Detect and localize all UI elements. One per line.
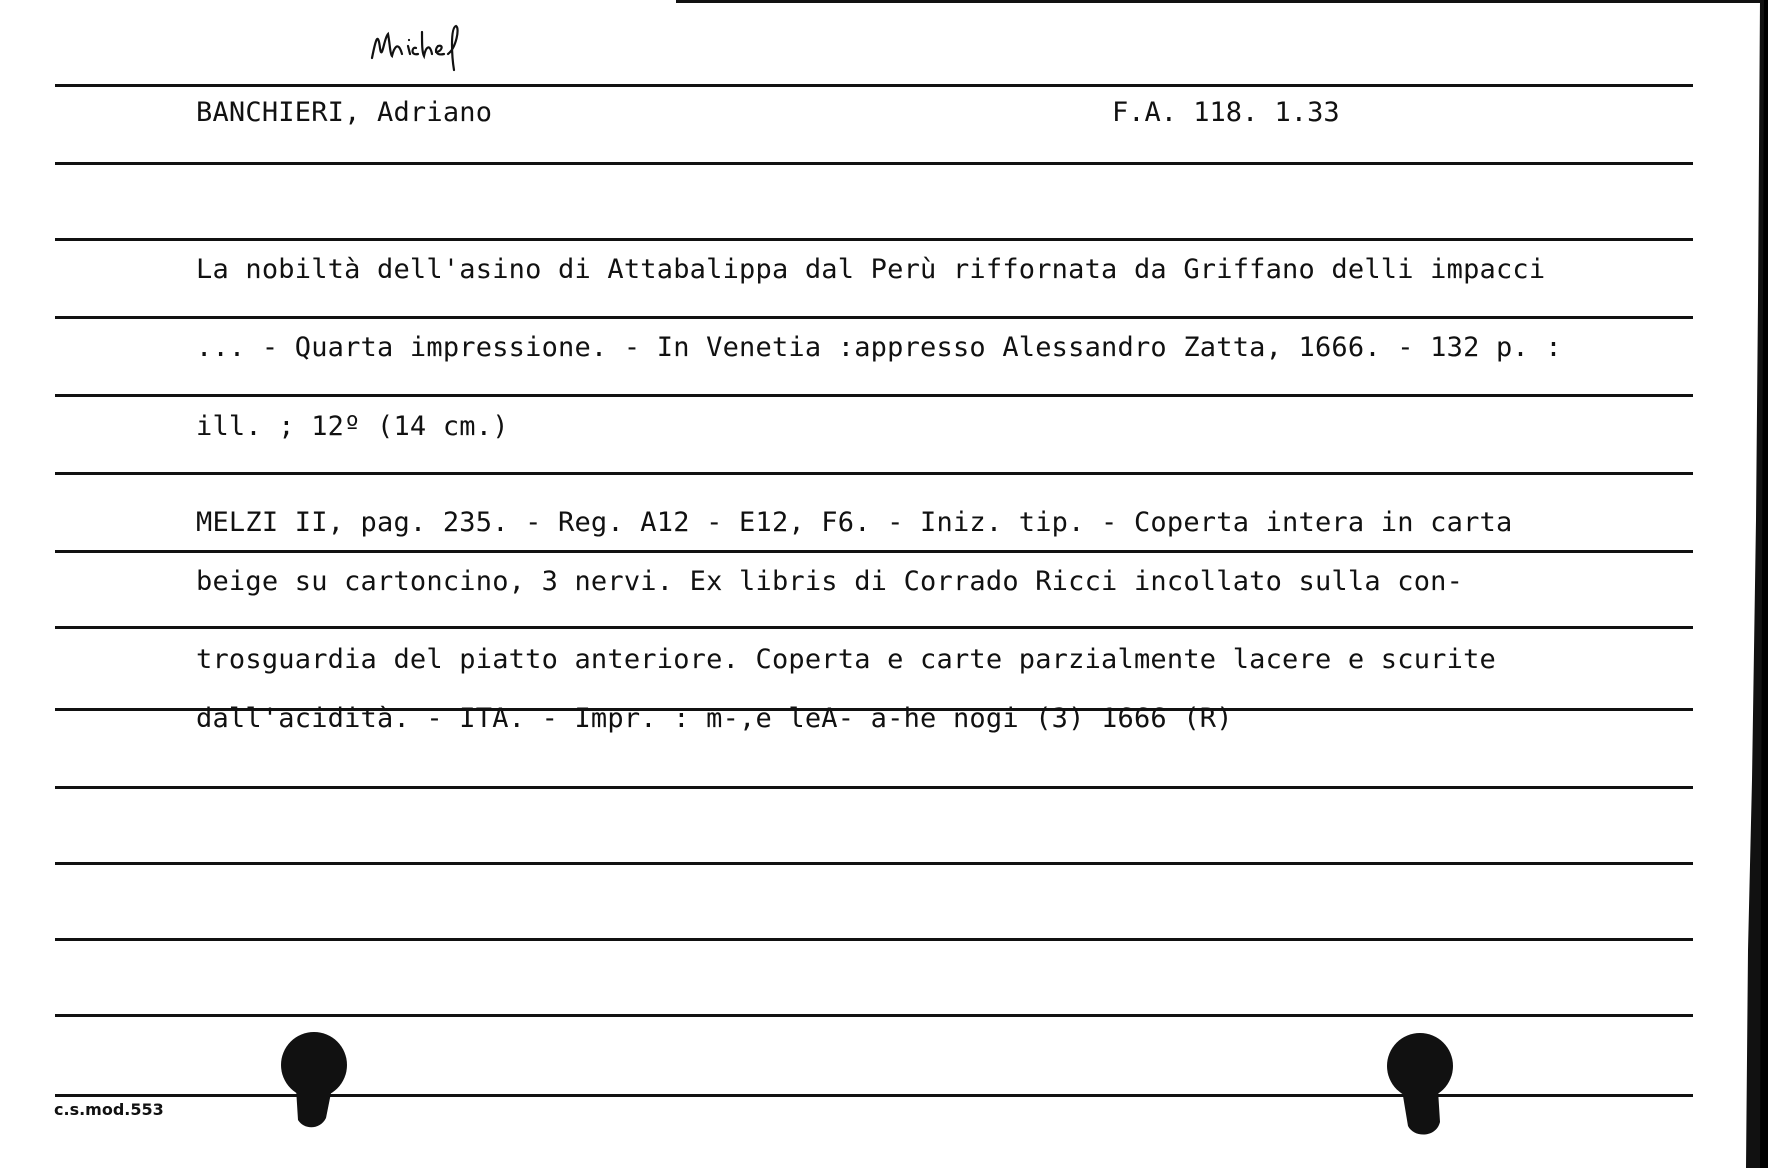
ruled-line bbox=[55, 550, 1693, 553]
card-top-edge bbox=[676, 0, 1768, 3]
description-line: ill. ; 12º (14 cm.) bbox=[196, 411, 509, 442]
author-heading: BANCHIERI, Adriano bbox=[196, 97, 493, 128]
ruled-line bbox=[55, 786, 1693, 789]
form-code: c.s.mod.553 bbox=[54, 1100, 164, 1119]
ruled-line bbox=[55, 1014, 1693, 1017]
handwritten-name bbox=[370, 18, 480, 78]
punch-hole-right bbox=[1380, 1030, 1460, 1140]
ruled-line bbox=[55, 862, 1693, 865]
ruled-line bbox=[55, 626, 1693, 629]
punch-hole-left bbox=[272, 1030, 352, 1135]
note-line-2: beige su cartoncino, 3 nervi. Ex libris di Corrado Ricci incollato sulla con- bbox=[196, 566, 1464, 597]
ruled-line bbox=[55, 394, 1693, 397]
ruled-line bbox=[55, 238, 1693, 241]
ruled-line bbox=[55, 472, 1693, 475]
ruled-line bbox=[55, 938, 1693, 941]
note-line-1: MELZI II, pag. 235. - Reg. A12 - E12, F6. - Iniz. tip. - Coperta intera in carta bbox=[196, 507, 1513, 538]
note-line-4: dall'acidità. - ITA. - Impr. : m-,e leA- a-he nogi (3) 1666 (R) bbox=[196, 703, 1233, 734]
title-line-1: La nobiltà dell'asino di Attabalippa dal Perù riffornata da Griffano delli impacci bbox=[196, 254, 1546, 285]
note-line-3: trosguardia del piatto anteriore. Coperta e carte parzialmente lacere e scurite bbox=[196, 644, 1496, 675]
imprint-line: ... - Quarta impressione. - In Venetia :appresso Alessandro Zatta, 1666. - 132 p. : bbox=[196, 332, 1562, 363]
card-right-edge bbox=[1738, 0, 1768, 1168]
shelfmark: F.A. 118. 1.33 bbox=[1112, 97, 1340, 128]
ruled-line bbox=[55, 162, 1693, 165]
ruled-line bbox=[55, 84, 1693, 87]
ruled-line bbox=[55, 316, 1693, 319]
